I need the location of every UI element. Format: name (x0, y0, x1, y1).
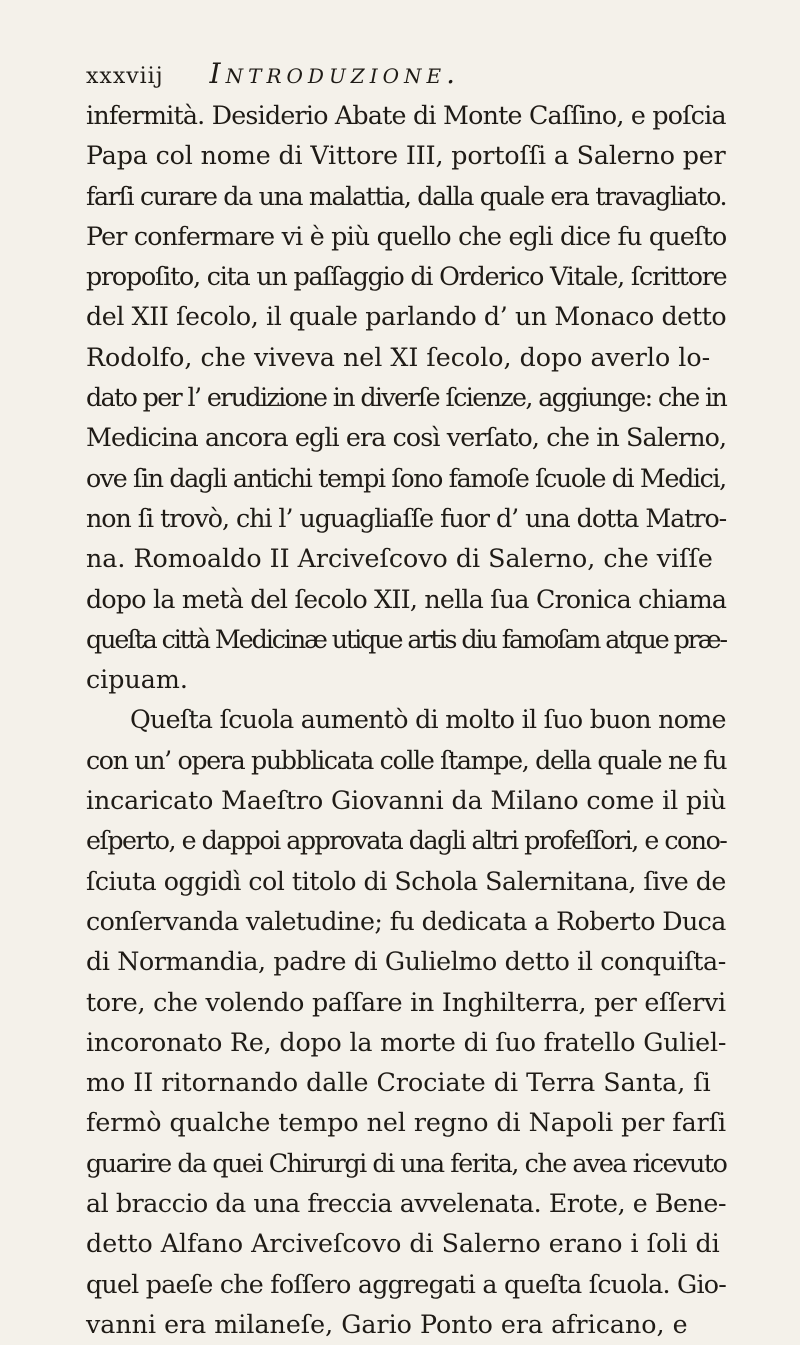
text-line: ſciuta oggidì col titolo di Schola Salernitana, ſive de (86, 866, 726, 896)
text-line: al braccio da una freccia avvelenata. Erote, e Bene- (86, 1189, 727, 1219)
text-line: dopo la metà del ſecolo XII, nella ſua Cronica chiama (86, 584, 727, 614)
text-line: del XII ſecolo, il quale parlando d’ un Monaco detto (86, 302, 727, 332)
text-line: eſperto, e dappoi approvata dagli altri profeſſori, e cono- (86, 826, 727, 856)
text-line: Rodolfo, che viveva nel XI ſecolo, dopo averlo lo- (86, 342, 711, 372)
text-line: Papa col nome di Vittore III, portoſſi a Salerno per (86, 141, 726, 171)
text-line: queſta città Medicinæ utique artis diu famoſam atque præ- (86, 624, 726, 654)
body-text (86, 96, 726, 1345)
text-line: detto Alfano Arciveſcovo di Salerno erano i ſoli di (86, 1229, 720, 1259)
text-line: na. Romoaldo II Arciveſcovo di Salerno, che viſſe (86, 544, 713, 574)
text-line: dato per l’ erudizione in diverſe ſcienze, aggiunge: che in (86, 383, 727, 413)
text-line: Per confermare vi è più quello che egli dice fu queſto (86, 221, 727, 251)
text-line: non ſi trovò, chi l’ uguagliaſſe fuor d’ una dotta Matro- (86, 503, 727, 533)
text-line: vanni era milaneſe, Gario Ponto era africano, e (86, 1309, 688, 1339)
page-header (86, 57, 726, 91)
text-line: tore, che volendo paſſare in Inghilterra, per eſſervi (86, 987, 726, 1017)
text-line: con un’ opera pubblicata colle ſtampe, della quale ne fu (86, 745, 727, 775)
text-line: guarire da quei Chirurgi di una ferita, che avea ricevuto (86, 1148, 727, 1178)
text-line: conſervanda valetudine; fu dedicata a Roberto Duca (86, 906, 726, 936)
text-line: Medicina ancora egli era così verſato, che in Salerno, (86, 423, 727, 453)
text-line: incaricato Maeſtro Giovanni da Milano come il più (86, 786, 727, 816)
text-line: propoſito, cita un paſſaggio di Orderico Vitale, ſcrittore (86, 262, 727, 292)
text-line: di Normandia, padre di Gulielmo detto il conquiſta- (86, 947, 726, 977)
text-line: incoronato Re, dopo la morte di ſuo fratello Guliel- (86, 1027, 727, 1057)
text-line: quel paeſe che foſſero aggregati a queſta ſcuola. Gio- (86, 1269, 727, 1299)
page-number: xxxviij (86, 64, 164, 89)
text-line: cipuam. (86, 665, 188, 695)
text-line: mo II ritornando dalle Crociate di Terra Santa, ſi (86, 1068, 711, 1098)
text-line: ove ſin dagli antichi tempi ſono famoſe ſcuole di Medici, (86, 463, 726, 493)
running-title: Introduzione. (209, 57, 460, 90)
text-line: farſi curare da una malattia, dalla quale era travagliato. (86, 181, 727, 211)
paragraph-start-line: Queſta ſcuola aumentò di molto il ſuo buon nome (130, 705, 726, 735)
text-line: fermò qualche tempo nel regno di Napoli per farſi (86, 1108, 727, 1138)
text-line: infermità. Desiderio Abate di Monte Caſſino, e poſcia (86, 101, 726, 130)
